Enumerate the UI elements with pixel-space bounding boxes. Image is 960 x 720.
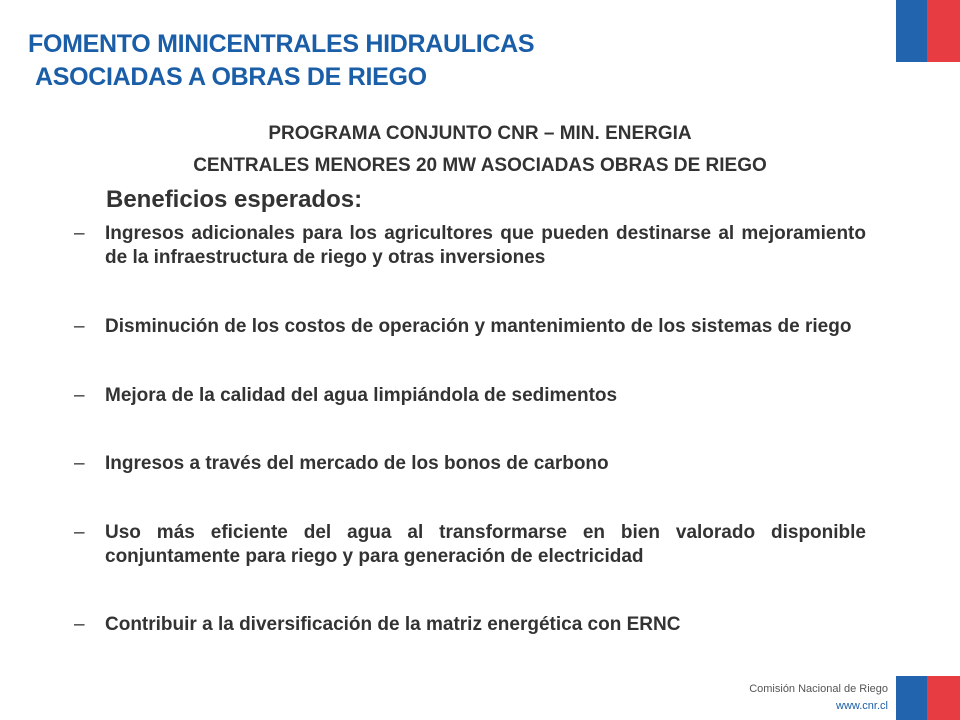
benefit-item xyxy=(74,384,866,408)
benefits-list xyxy=(74,222,866,637)
benefit-item xyxy=(74,315,866,339)
footer-website-link[interactable]: www.cnr.cl xyxy=(836,700,888,712)
benefit-item xyxy=(74,613,866,637)
flag-red-bar xyxy=(927,0,960,62)
flag-blue-bar xyxy=(896,0,927,62)
dash-bullet: – xyxy=(74,614,85,635)
flag-decoration-top xyxy=(896,0,960,62)
dash-bullet: – xyxy=(74,316,85,337)
slide-subtitle xyxy=(0,118,960,182)
benefit-text: Disminución de los costos de operación y mantenimiento de los sistemas de riego xyxy=(105,316,852,337)
dash-bullet: – xyxy=(74,522,85,543)
benefit-text: Ingresos adicionales para los agricultores que pueden destinarse al mejoramiento de la infraestructura de riego y otras inversiones xyxy=(105,223,866,268)
dash-bullet: – xyxy=(74,223,85,244)
benefit-text: Contribuir a la diversificación de la matriz energética con ERNC xyxy=(105,614,681,635)
dash-bullet: – xyxy=(74,453,85,474)
benefit-item xyxy=(74,521,866,569)
subtitle-line1: PROGRAMA CONJUNTO CNR – MIN. ENERGIA xyxy=(268,123,692,144)
benefit-text: Ingresos a través del mercado de los bonos de carbono xyxy=(105,453,609,474)
benefits-heading: Beneficios esperados: xyxy=(106,186,363,213)
flag-decoration-bottom xyxy=(896,676,960,720)
benefit-text: Uso más eficiente del agua al transformarse en bien valorado disponible conjuntamente para riego y para generación de electricidad xyxy=(105,522,866,567)
slide-title-line2: ASOCIADAS A OBRAS DE RIEGO xyxy=(35,63,427,91)
slide-title-line1: FOMENTO MINICENTRALES HIDRAULICAS xyxy=(28,30,535,58)
benefit-text: Mejora de la calidad del agua limpiándola de sedimentos xyxy=(105,385,618,406)
slide-title xyxy=(28,28,534,94)
subtitle-line2: CENTRALES MENORES 20 MW ASOCIADAS OBRAS DE RIEGO xyxy=(193,155,767,176)
footer-organization: Comisión Nacional de Riego xyxy=(749,683,888,695)
flag-red-bar xyxy=(927,676,960,720)
flag-blue-bar xyxy=(896,676,927,720)
benefit-item xyxy=(74,222,866,270)
benefit-item xyxy=(74,452,866,476)
dash-bullet: – xyxy=(74,385,85,406)
